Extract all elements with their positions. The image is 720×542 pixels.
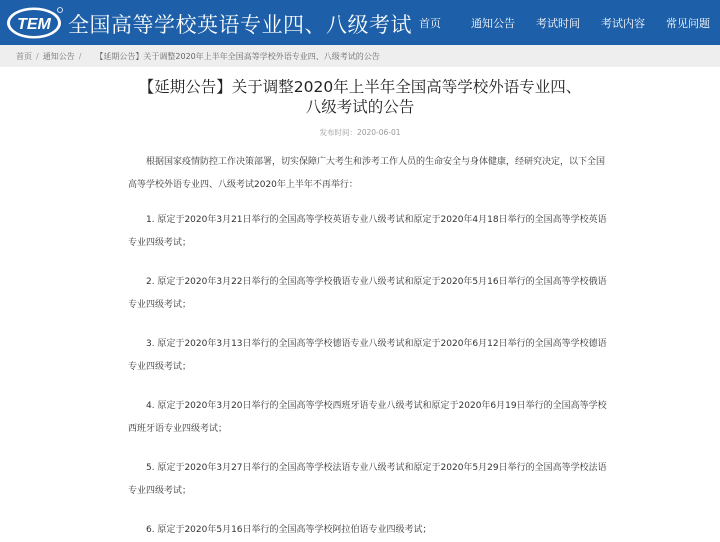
article-title-line1: 【延期公告】关于调整2020年上半年全国高等学校外语专业四、 bbox=[138, 78, 582, 96]
article-item: 1. 原定于2020年3月21日举行的全国高等学校英语专业八级考试和原定于2020年4月18日举行的全国高等学校英语专业四级考试； bbox=[128, 215, 607, 248]
nav-exam-content[interactable]: 考试内容 bbox=[601, 16, 645, 30]
breadcrumb-home[interactable]: 首页 bbox=[16, 51, 32, 61]
article-title bbox=[0, 77, 720, 117]
breadcrumb-separator: / bbox=[78, 51, 82, 61]
article-item: 6. 原定于2020年5月16日举行的全国高等学校阿拉伯语专业四级考试； bbox=[146, 525, 432, 535]
article-intro: 根据国家疫情防控工作决策部署，切实保障广大考生和涉考工作人员的生命安全与身体健康，经研究决定，以下全国高等学校外语专业四、八级考试2020年上半年不再举行： bbox=[128, 157, 606, 190]
article-item: 4. 原定于2020年3月20日举行的全国高等学校西班牙语专业八级考试和原定于2020年6月19日举行的全国高等学校西班牙语专业四级考试； bbox=[128, 401, 607, 434]
article bbox=[0, 67, 720, 535]
article-item: 2. 原定于2020年3月22日举行的全国高等学校俄语专业八级考试和原定于2020年5月16日举行的全国高等学校俄语专业四级考试； bbox=[128, 277, 607, 310]
logo-text: TEM bbox=[17, 16, 51, 33]
breadcrumb-notices[interactable]: 通知公告 bbox=[42, 51, 75, 61]
tem-logo-icon[interactable] bbox=[6, 6, 64, 40]
article-item: 3. 原定于2020年3月13日举行的全国高等学校德语专业八级考试和原定于2020年6月12日举行的全国高等学校德语专业四级考试； bbox=[128, 339, 607, 372]
nav-home[interactable]: 首页 bbox=[419, 16, 441, 30]
site-title[interactable]: 全国高等学校英语专业四、八级考试 bbox=[68, 13, 412, 37]
nav-notices[interactable]: 通知公告 bbox=[471, 16, 515, 30]
site-header bbox=[0, 0, 720, 45]
main-nav bbox=[398, 0, 710, 45]
breadcrumb-separator: / bbox=[36, 51, 39, 61]
publish-date: 发布时间：2020-06-01 bbox=[319, 128, 401, 137]
nav-faq[interactable]: 常见问题 bbox=[666, 16, 710, 30]
breadcrumb bbox=[0, 45, 720, 67]
nav-exam-time[interactable]: 考试时间 bbox=[536, 16, 580, 30]
article-title-line2: 八级考试的公告 bbox=[305, 98, 415, 116]
article-item: 5. 原定于2020年3月27日举行的全国高等学校法语专业八级考试和原定于2020年5月29日举行的全国高等学校法语专业四级考试； bbox=[128, 463, 607, 496]
breadcrumb-current: 【延期公告】关于调整2020年上半年全国高等学校外语专业四、八级考试的公告 bbox=[95, 51, 380, 61]
